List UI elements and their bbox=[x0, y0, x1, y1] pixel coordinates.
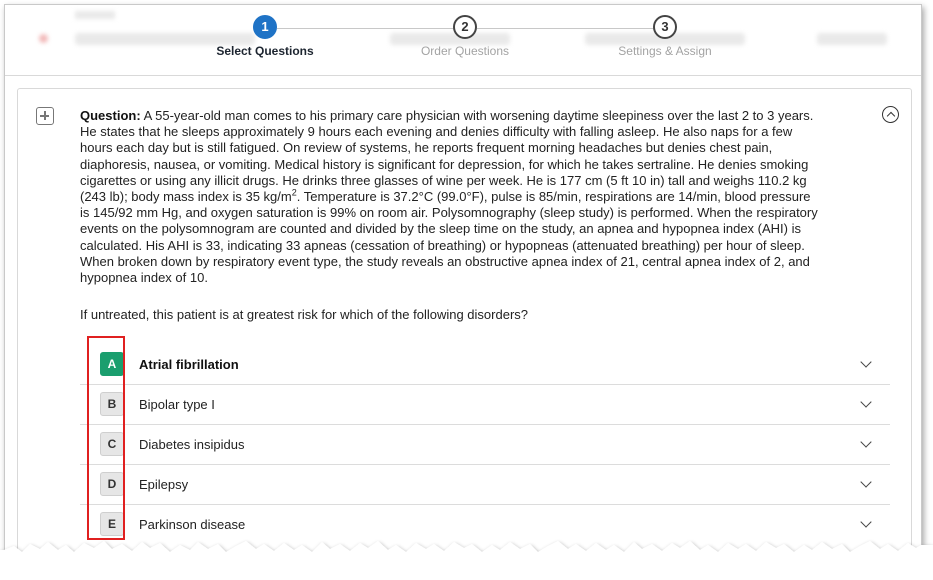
blurred-background-row bbox=[817, 33, 887, 45]
option-text: Parkinson disease bbox=[139, 517, 246, 532]
blurred-background-icon bbox=[39, 34, 48, 43]
option-letter-badge: A bbox=[100, 352, 124, 376]
question-stem-text: A 55-year-old man comes to his primary care physician with worsening daytime sleepiness over the last 2 to 3 years. He states that he sleeps approximately 9 hours each evening and denies difficulty with falling asleep. He also naps for a few hours each day but is still fatigued. On review of systems, he reports frequent morning headaches but denies chest pain, diaphoresis, nausea, or vomiting. Medical history is significant for depression, for which he takes sertraline. He denies smoking cigarettes or using any illicit drugs. He drinks three glasses of wine per week. He is 177 cm (5 ft 10 in) tall and weighs 110.2 kg (243 lb); body mass index is 35 kg/m bbox=[80, 108, 814, 205]
answer-option-d[interactable] bbox=[80, 465, 890, 505]
chevron-down-icon[interactable] bbox=[860, 396, 871, 407]
torn-edge-decoration bbox=[0, 530, 933, 580]
question-stem bbox=[80, 108, 820, 286]
option-letter-badge: E bbox=[100, 512, 124, 536]
option-text: Atrial fibrillation bbox=[139, 357, 239, 372]
question-label: Question: bbox=[80, 108, 141, 123]
step-label: Select Questions bbox=[216, 44, 314, 58]
step-number: 2 bbox=[453, 15, 477, 39]
blurred-background-text bbox=[75, 11, 115, 19]
superscript: 2 bbox=[291, 187, 297, 198]
option-text: Epilepsy bbox=[139, 477, 189, 492]
chevron-down-icon[interactable] bbox=[860, 516, 871, 527]
step-order-questions[interactable] bbox=[385, 15, 545, 58]
step-settings-assign[interactable] bbox=[585, 15, 745, 58]
stepper-header bbox=[5, 5, 921, 76]
question-stem-text-continued: . Temperature is 37.2°C (99.0°F), pulse is 85/min, respirations are 14/min, blood pressure is 145/92 mm Hg, and oxygen saturation is 99% on room air. Polysomnography (sleep study) is performed. When the respiratory events on the polysomnogram are counted and divided by the sleep time on the study, an apnea and hypopnea index (AHI) is calculated. His AHI is 33, indicating 33 apneas (cessation of breathing) or hypopneas (attenuated breathing) per hour of sleep. When broken down by respiratory event type, the study reveals an obstructive apnea index of 21, central apnea index of 2, and hypopnea index of 10. bbox=[80, 189, 818, 286]
option-text: Bipolar type I bbox=[139, 397, 215, 412]
answer-option-c[interactable] bbox=[80, 425, 890, 465]
answer-option-a[interactable] bbox=[80, 345, 890, 385]
step-number: 3 bbox=[653, 15, 677, 39]
option-letter-badge: C bbox=[100, 432, 124, 456]
question-card bbox=[17, 88, 912, 572]
step-label: Order Questions bbox=[420, 44, 510, 58]
chevron-down-icon[interactable] bbox=[860, 356, 871, 367]
question-lead-in: If untreated, this patient is at greatest risk for which of the following disorders? bbox=[80, 307, 529, 322]
chevron-down-icon[interactable] bbox=[860, 476, 871, 487]
step-number: 1 bbox=[253, 15, 277, 39]
answer-option-b[interactable] bbox=[80, 385, 890, 425]
step-select-questions[interactable] bbox=[185, 15, 345, 58]
step-label: Settings & Assign bbox=[618, 44, 712, 58]
answer-options-list bbox=[80, 345, 890, 544]
option-letter-badge: B bbox=[100, 392, 124, 416]
chevron-down-icon[interactable] bbox=[860, 436, 871, 447]
option-text: Diabetes insipidus bbox=[139, 437, 245, 452]
add-question-icon[interactable] bbox=[36, 107, 54, 125]
option-letter-badge: D bbox=[100, 472, 124, 496]
app-window bbox=[4, 4, 922, 572]
collapse-chevron-up-icon[interactable] bbox=[882, 106, 899, 123]
